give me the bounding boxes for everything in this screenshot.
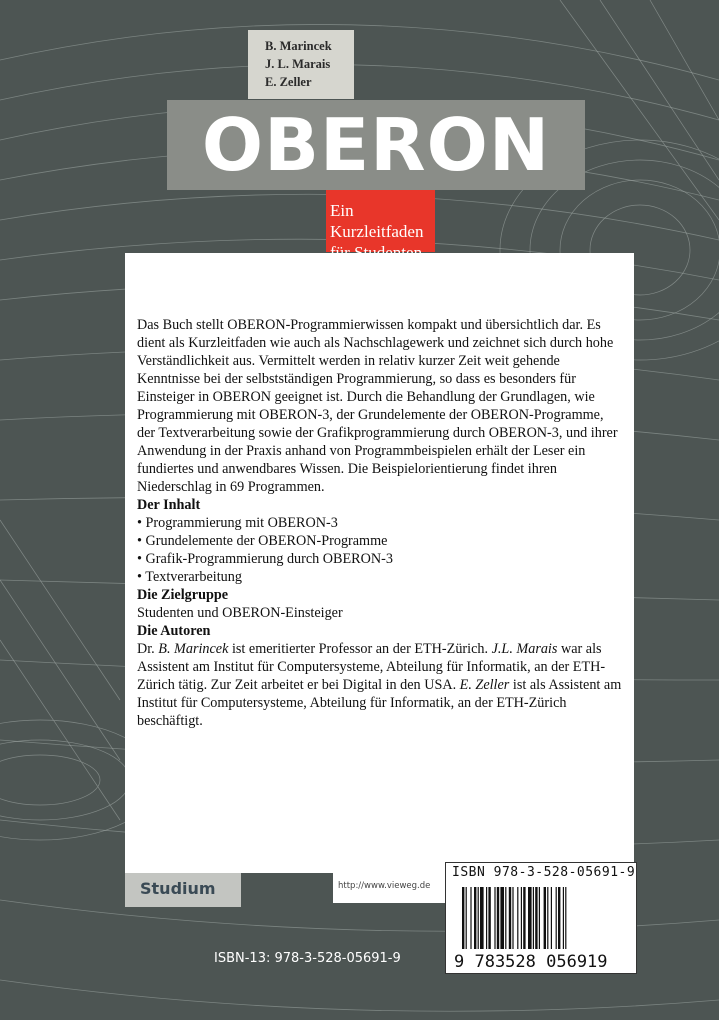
series-label: Studium (140, 879, 216, 898)
barcode-bar (563, 887, 564, 949)
author-1: B. Marincek (265, 39, 332, 53)
publisher-url: http://www.vieweg.de (338, 881, 431, 891)
barcode-bar (523, 887, 525, 949)
isbn-13-text: ISBN-13: 978-3-528-05691-9 (214, 951, 401, 966)
barcode-bar (478, 887, 479, 949)
barcode-bar (497, 887, 499, 949)
list-item: • Grundelemente der OBERON-Programme (137, 533, 388, 549)
author-box (248, 30, 354, 99)
barcode-bar (486, 887, 487, 949)
zielgruppe-heading: Die Zielgruppe (137, 587, 229, 603)
subtitle-line-1: Ein Kurzleitfaden (330, 201, 424, 241)
author-3: E. Zeller (265, 75, 312, 89)
list-item: • Textverarbeitung (137, 569, 242, 585)
barcode-bar (551, 887, 552, 949)
author-2: J. L. Marais (265, 57, 331, 71)
barcode-bar (558, 887, 560, 949)
barcode-bar (470, 887, 471, 949)
barcode-bar (565, 887, 566, 949)
barcode-bar (488, 887, 490, 949)
barcode-bar (505, 887, 506, 949)
url-box (333, 873, 445, 903)
barcode-bar (528, 887, 532, 949)
title-box (167, 100, 585, 190)
barcode-bar (535, 887, 537, 949)
barcode-bar (547, 887, 548, 949)
zielgruppe-text: Studenten und OBERON-Einsteiger (137, 605, 343, 621)
barcode-bar (556, 887, 557, 949)
barcode-bar (533, 887, 534, 949)
description-content (137, 316, 623, 730)
barcode-bar (517, 887, 518, 949)
barcode-bar (539, 887, 540, 949)
barcode-bar (521, 887, 522, 949)
barcode-bar (494, 887, 495, 949)
book-title: OBERON (201, 103, 551, 187)
autoren-text: Dr. B. Marincek ist emeritierter Professor an der ETH-Zürich. J.L. Marais war als Assistent am Institut für Computersysteme, Abteilung für Informatik, an der ETH-Zürich tätig. Zur Zeit arbeitet er bei Digital in den USA. E. Zeller ist als Assistent am Institut für Computersysteme, Abteilung für Informatik, an der ETH-Zürich beschäftigt. (137, 641, 622, 729)
barcode-bar (512, 887, 513, 949)
barcode-bar (466, 887, 467, 949)
barcode-box (445, 862, 637, 974)
autoren-heading: Die Autoren (137, 623, 211, 639)
subtitle-box (326, 190, 435, 252)
barcode (452, 883, 630, 971)
barcode-bar (544, 887, 546, 949)
list-item: • Grafik-Programmierung durch OBERON-3 (137, 551, 393, 567)
barcode-bar (462, 887, 464, 949)
barcode-digits: 9 783528 056919 (454, 952, 608, 971)
isbn-top-text: ISBN 978-3-528-05691-9 (452, 865, 636, 880)
barcode-bar (474, 887, 476, 949)
intro-paragraph: Das Buch stellt OBERON-Programmierwissen kompakt und übersichtlich dar. Es dient als Kurzleitfaden wie auch als Nachschlagewerk und zeichnet sich durch hohe Verständlichkeit aus. Vermittelt werden in relativ kurzer Zeit weit gehende Kenntnisse bei der selbstständigen Programmierung, so dass es besonders für Einsteiger in OBERON geeignet ist. Durch die Behandlung der Grundlagen, wie Programmierung mit OBERON-3, der Grundelemente der OBERON-Programme, der Textverarbeitung sowie der Grafikprogrammierung durch OBERON-3, und ihrer Anwendung in der Praxis anhand von Programmbeispielen erhält der Leser ein fundiertes und anwendbares Wissen. Die Beispielorientierung findet ihren Niederschlag in 69 Programmen. (137, 317, 618, 495)
list-item: • Programmierung mit OBERON-3 (137, 515, 338, 531)
barcode-bar (480, 887, 484, 949)
inhalt-heading: Der Inhalt (137, 497, 201, 513)
barcode-bar (500, 887, 504, 949)
series-label-box (125, 873, 241, 907)
barcode-bar (509, 887, 511, 949)
